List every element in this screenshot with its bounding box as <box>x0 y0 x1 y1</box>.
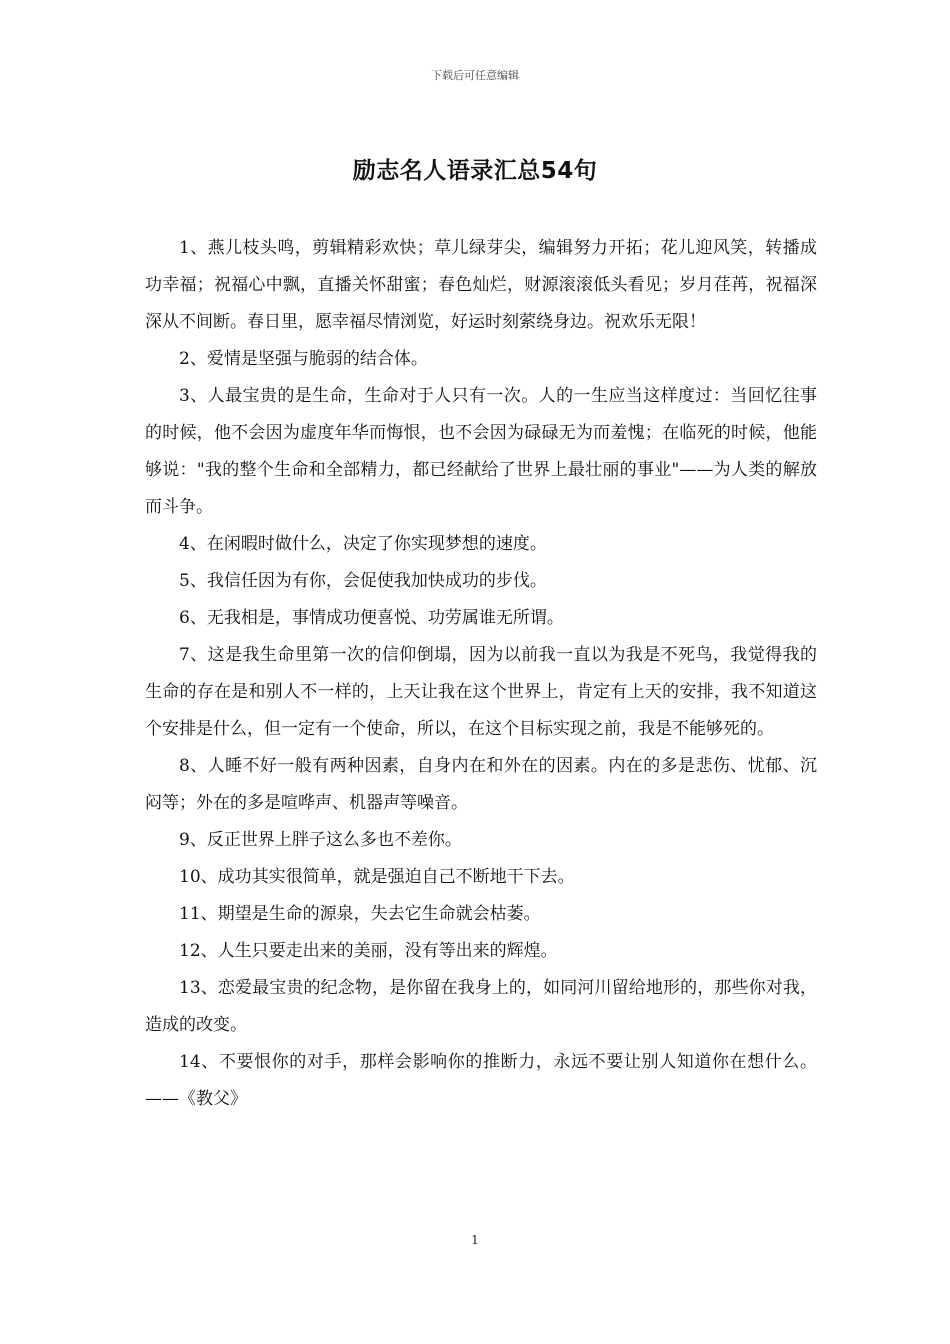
quote-paragraph-1: 1、燕儿枝头鸣，剪辑精彩欢快；草儿绿芽尖，编辑努力开拓；花儿迎风笑，转播成功幸福；祝福心中飘，直播关怀甜蜜；春色灿烂，财源滚滚低头看见；岁月荏苒，祝福深深从不间断。春日里，愿幸福尽情浏览，好运时刻萦绕身边。祝欢乐无限！ <box>145 238 817 332</box>
quote-paragraph-6: 6、无我相是，事情成功便喜悦、功劳属谁无所谓。 <box>179 608 564 628</box>
page-number: 1 <box>471 1233 479 1247</box>
quote-paragraph-12: 12、人生只要走出来的美丽，没有等出来的辉煌。 <box>179 941 558 961</box>
quote-paragraph-5: 5、我信任因为有你，会促使我加快成功的步伐。 <box>179 571 547 591</box>
document-title: 励志名人语录汇总54句 <box>352 158 598 184</box>
quote-paragraph-3: 3、人最宝贵的是生命，生命对于人只有一次。人的一生应当这样度过：当回忆往事的时候，他不会因为虚度年华而悔恨，也不会因为碌碌无为而羞愧；在临死的时候，他能够说："我的整个生命和全部精力，都已经献给了世界上最壮丽的事业"——为人类的解放而斗争。 <box>145 386 817 517</box>
quote-paragraph-10: 10、成功其实很简单，就是强迫自己不断地干下去。 <box>179 867 575 887</box>
quote-paragraph-14: 14、不要恨你的对手，那样会影响你的推断力，永远不要让别人知道你在想什么。——《教父》 <box>145 1052 817 1109</box>
quote-paragraph-4: 4、在闲暇时做什么，决定了你实现梦想的速度。 <box>179 534 547 554</box>
quote-paragraph-13: 13、恋爱最宝贵的纪念物，是你留在我身上的，如同河川留给地形的，那些你对我，造成的改变。 <box>145 978 817 1035</box>
quote-paragraph-11: 11、期望是生命的源泉，失去它生命就会枯萎。 <box>179 904 541 924</box>
quote-paragraph-2: 2、爱情是坚强与脆弱的结合体。 <box>179 349 428 369</box>
document-body <box>145 230 817 1118</box>
header-note: 下载后可任意编辑 <box>431 69 519 82</box>
quote-paragraph-7: 7、这是我生命里第一次的信仰倒塌，因为以前我一直以为我是不死鸟，我觉得我的生命的存在是和别人不一样的，上天让我在这个世界上，肯定有上天的安排，我不知道这个安排是什么，但一定有一个使命，所以，在这个目标实现之前，我是不能够死的。 <box>145 645 817 739</box>
quote-paragraph-9: 9、反正世界上胖子这么多也不差你。 <box>179 830 462 850</box>
quote-paragraph-8: 8、人睡不好一般有两种因素，自身内在和外在的因素。内在的多是悲伤、忧郁、沉闷等；外在的多是喧哗声、机器声等噪音。 <box>145 756 817 813</box>
